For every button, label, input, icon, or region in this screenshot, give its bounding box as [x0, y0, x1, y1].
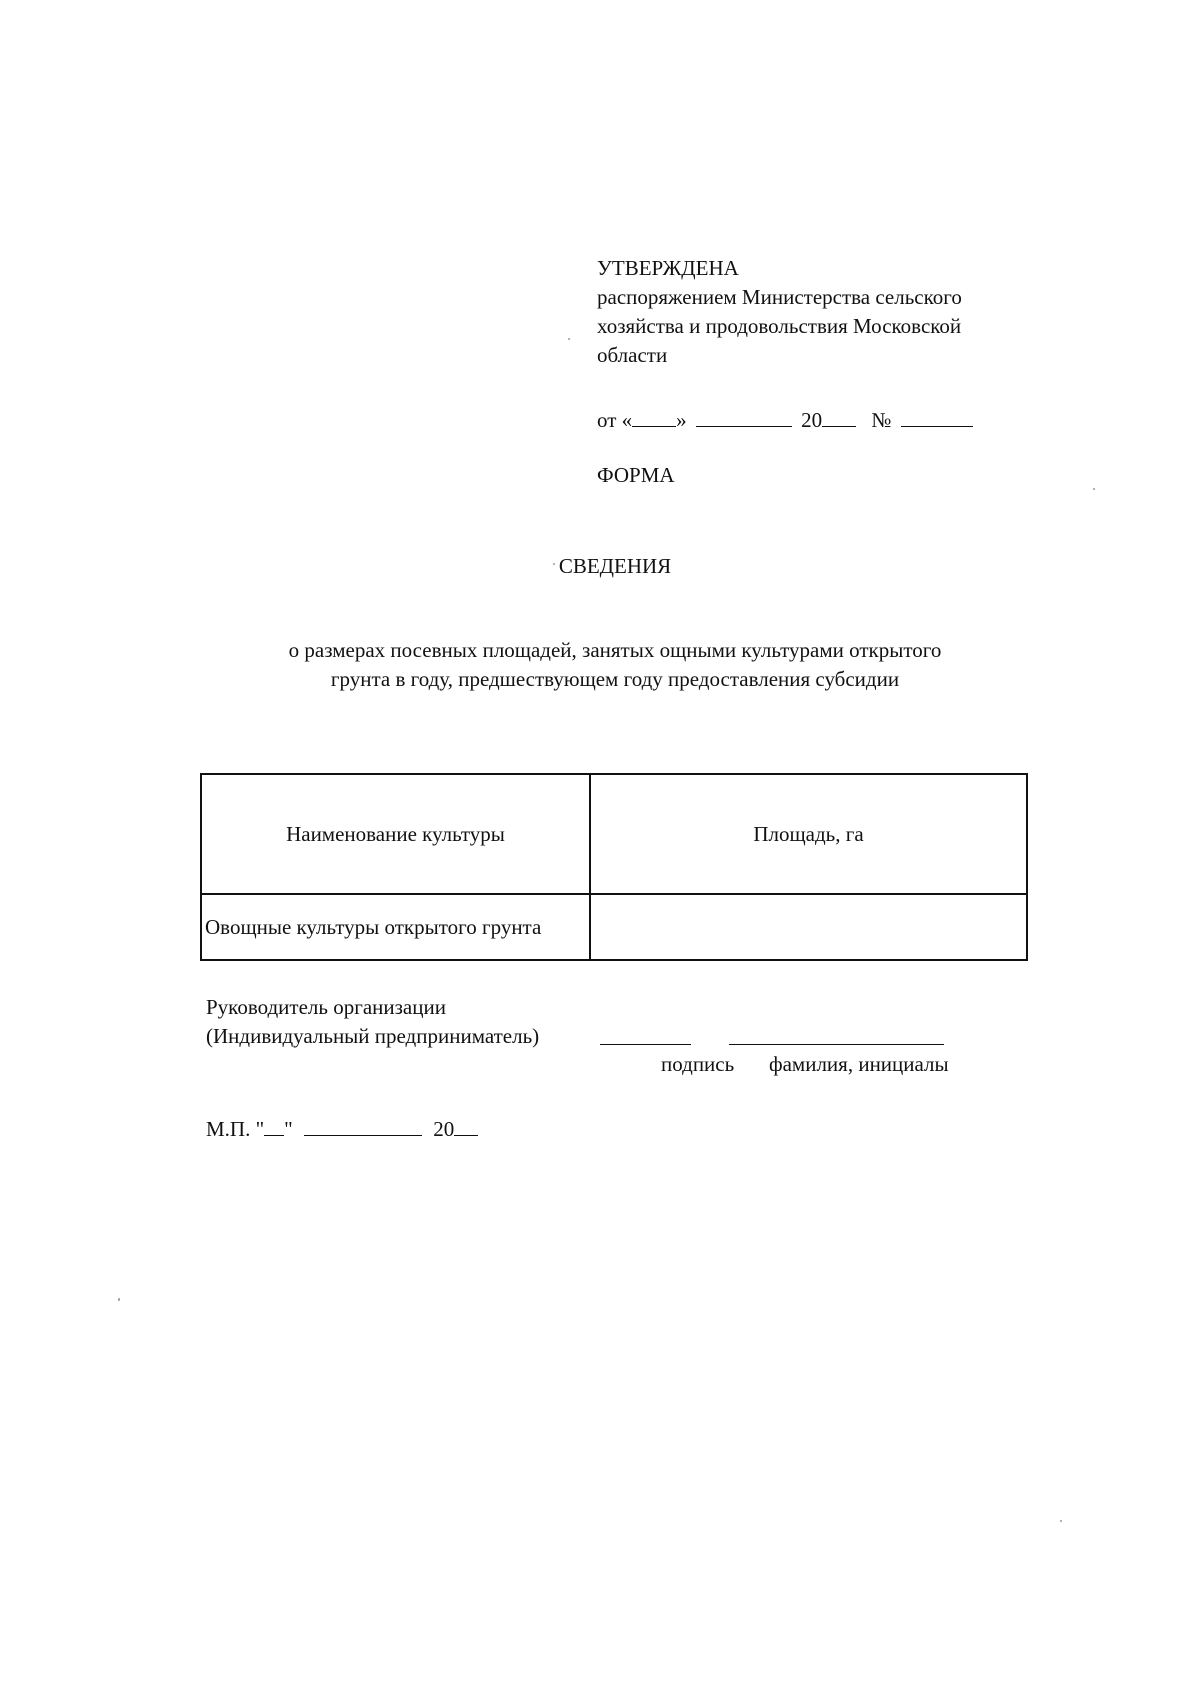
- stamp-date-line: [206, 1113, 478, 1142]
- form-label: ФОРМА: [597, 463, 675, 487]
- number-blank[interactable]: [901, 404, 973, 427]
- stamp-month-blank[interactable]: [304, 1113, 422, 1136]
- crops-table: [200, 773, 1028, 961]
- table-header-row: [201, 774, 1027, 894]
- cell-crop-name: Овощные культуры открытого грунта: [201, 894, 590, 960]
- scan-speck: [1060, 1520, 1062, 1522]
- scan-speck: [118, 1298, 120, 1301]
- approval-block: [597, 254, 962, 370]
- signer-block: [206, 993, 539, 1051]
- approval-date-line: [597, 404, 973, 433]
- header-crop-name: Наименование культуры: [201, 774, 590, 894]
- approval-line-2: хозяйства и продовольствия Московской: [597, 314, 962, 338]
- stamp-day-blank[interactable]: [264, 1113, 284, 1136]
- stamp-quote-close: ": [284, 1117, 293, 1142]
- year-blank[interactable]: [822, 404, 856, 427]
- scan-speck: [568, 338, 570, 340]
- document-title: СВЕДЕНИЯ: [558, 554, 672, 578]
- signature-blank[interactable]: [600, 1044, 691, 1045]
- number-sign: №: [871, 408, 892, 433]
- cell-area-input[interactable]: [590, 894, 1027, 960]
- approval-heading: УТВЕРЖДЕНА: [597, 256, 739, 280]
- name-caption: фамилия, инициалы: [769, 1052, 949, 1076]
- day-blank[interactable]: [632, 404, 676, 427]
- subtitle-line-1: о размерах посевных площадей, занятых ощными культурами открытого: [288, 638, 942, 662]
- month-blank[interactable]: [696, 404, 792, 427]
- table-row: [201, 894, 1027, 960]
- stamp-prefix: М.П. ": [206, 1117, 265, 1142]
- stamp-year-blank[interactable]: [454, 1113, 478, 1136]
- stamp-year-prefix: 20: [433, 1117, 455, 1142]
- scan-speck: [1093, 488, 1095, 490]
- signature-caption: подпись: [661, 1052, 735, 1076]
- approval-line-3: области: [597, 343, 668, 367]
- date-prefix: от «: [597, 408, 633, 433]
- date-mid: »: [676, 408, 687, 433]
- header-area: Площадь, га: [590, 774, 1027, 894]
- signer-line-2: (Индивидуальный предприниматель): [206, 1024, 540, 1048]
- signer-line-1: Руководитель организации: [206, 995, 446, 1019]
- subtitle-line-2: грунта в году, предшествующем году предоставления субсидии: [330, 667, 900, 691]
- year-prefix: 20: [801, 408, 823, 433]
- document-subtitle: [0, 636, 1200, 694]
- approval-line-1: распоряжением Министерства сельского: [597, 285, 962, 309]
- scan-speck: [553, 563, 555, 565]
- name-blank[interactable]: [729, 1044, 944, 1045]
